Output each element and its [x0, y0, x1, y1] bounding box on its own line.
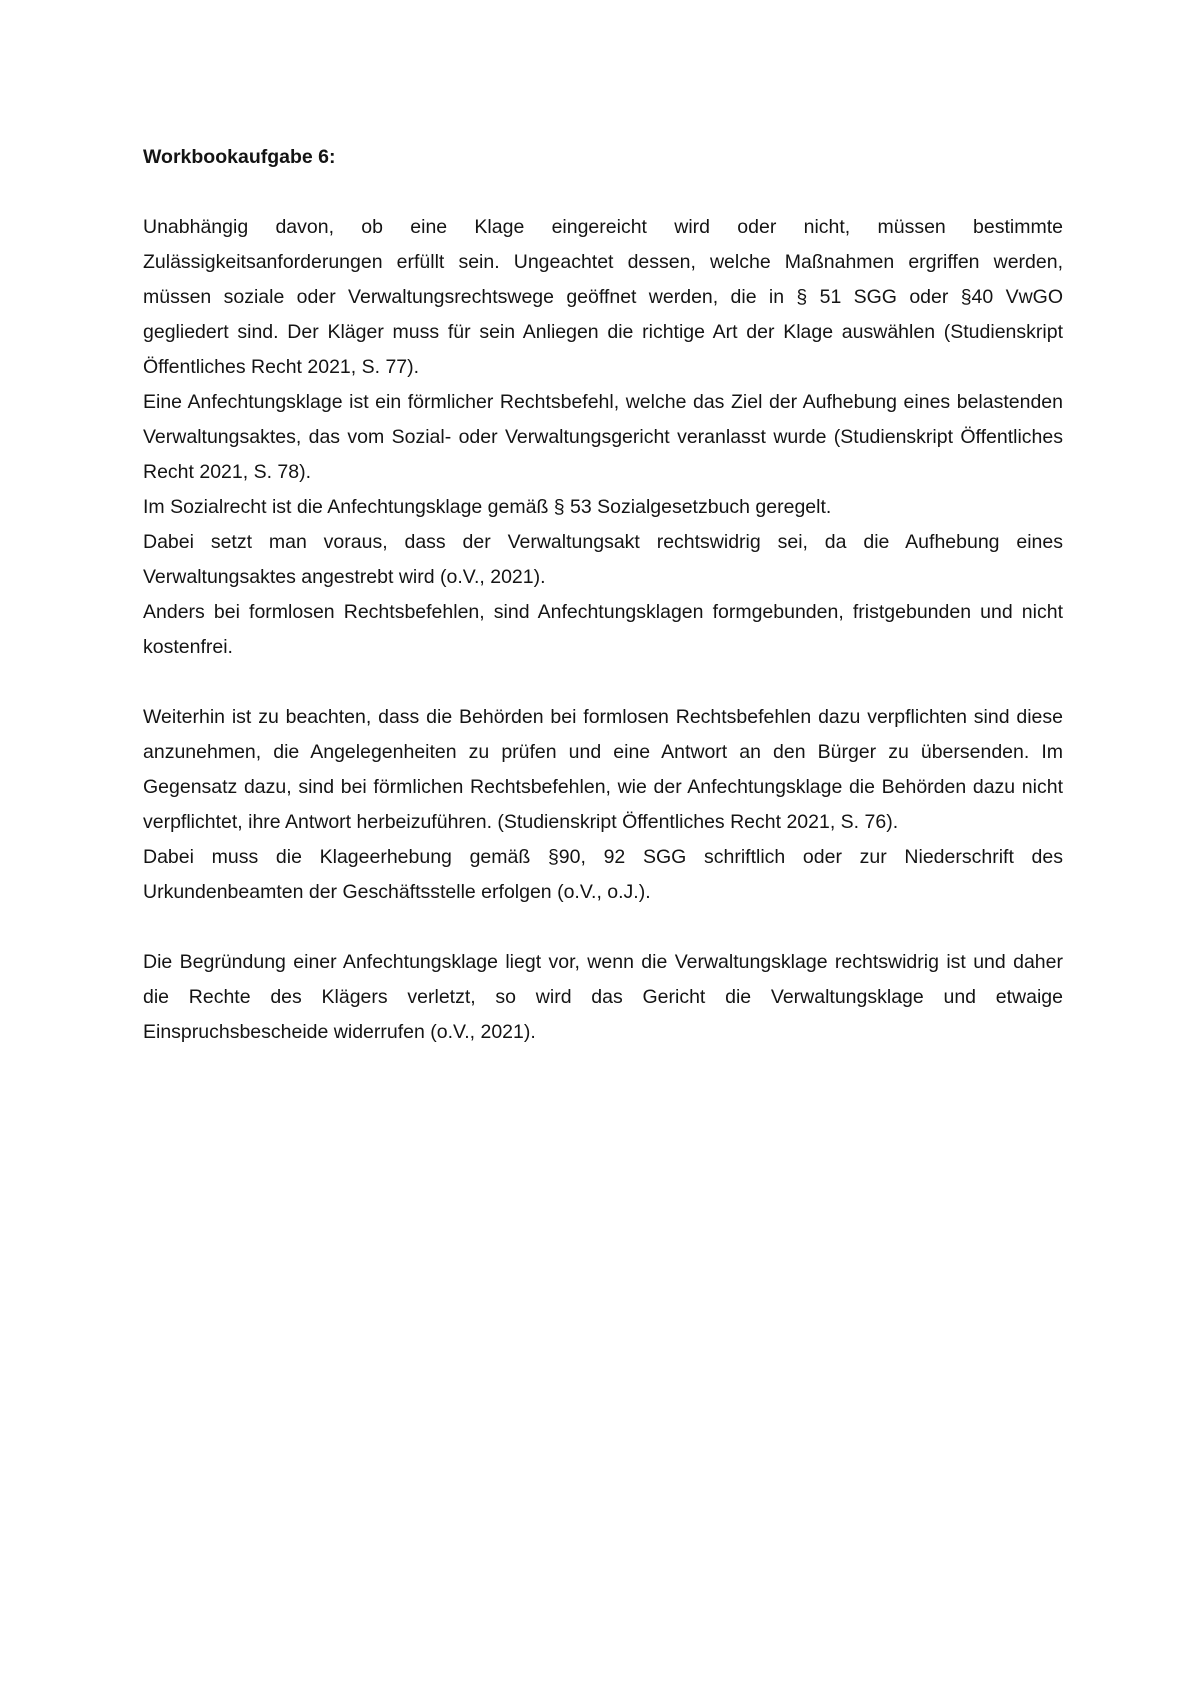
paragraph-formgebunden: Anders bei formlosen Rechtsbefehlen, sind Anfechtungsklagen formgebunden, fristgebunden und nicht kostenfrei. — [143, 601, 1063, 658]
spacer — [143, 910, 1063, 945]
paragraph-behoerden-pflichten: Weiterhin ist zu beachten, dass die Behörden bei formlosen Rechtsbefehlen dazu verpflichten sind diese anzunehmen, die Angelegenheiten zu prüfen und eine Antwort an den Bürger zu übersenden. Im Gegensatz dazu, sind bei förmlichen Rechtsbefehlen, wie der Anfechtungsklage die Behörden dazu nicht verpflichtet, ihre Antwort herbeizuführen. (Studienskript Öffentliches Recht 2021, S. 76). — [143, 706, 1063, 833]
document-body — [143, 140, 1063, 1050]
paragraph-rechtswidrigkeit: Dabei setzt man voraus, dass der Verwaltungsakt rechtswidrig sei, da die Aufhebung eines Verwaltungsaktes angestrebt wird (o.V., 2021). — [143, 531, 1063, 588]
document-heading: Workbookaufgabe 6: — [143, 146, 336, 168]
paragraph-klageerhebung: Dabei muss die Klageerhebung gemäß §90, 92 SGG schriftlich oder zur Niederschrift des Urkundenbeamten der Geschäftsstelle erfolgen (o.V., o.J.). — [143, 846, 1063, 903]
paragraph-anfechtungsklage-definition: Eine Anfechtungsklage ist ein förmlicher Rechtsbefehl, welche das Ziel der Aufhebung eines belastenden Verwaltungsaktes, das vom Sozial- oder Verwaltungsgericht veranlasst wurde (Studienskript Öffentliches Recht 2021, S. 78). — [143, 391, 1063, 483]
spacer — [143, 665, 1063, 700]
paragraph-zulaessigkeit: Unabhängig davon, ob eine Klage eingereicht wird oder nicht, müssen bestimmte Zulässigkeitsanforderungen erfüllt sein. Ungeachtet dessen, welche Maßnahmen ergriffen werden, müssen soziale oder Verwaltungsrechtswege geöffnet werden, die in § 51 SGG oder §40 VwGO gegliedert sind. Der Kläger muss für sein Anliegen die richtige Art der Klage auswählen (Studienskript Öffentliches Recht 2021, S. 77). — [143, 216, 1063, 378]
paragraph-sozialrecht: Im Sozialrecht ist die Anfechtungsklage gemäß § 53 Sozialgesetzbuch geregelt. — [143, 496, 832, 518]
paragraph-begruendung: Die Begründung einer Anfechtungsklage liegt vor, wenn die Verwaltungsklage rechtswidrig ist und daher die Rechte des Klägers verletzt, so wird das Gericht die Verwaltungsklage und etwaige Einspruchsbescheide widerrufen (o.V., 2021). — [143, 951, 1063, 1043]
spacer — [143, 175, 1063, 210]
